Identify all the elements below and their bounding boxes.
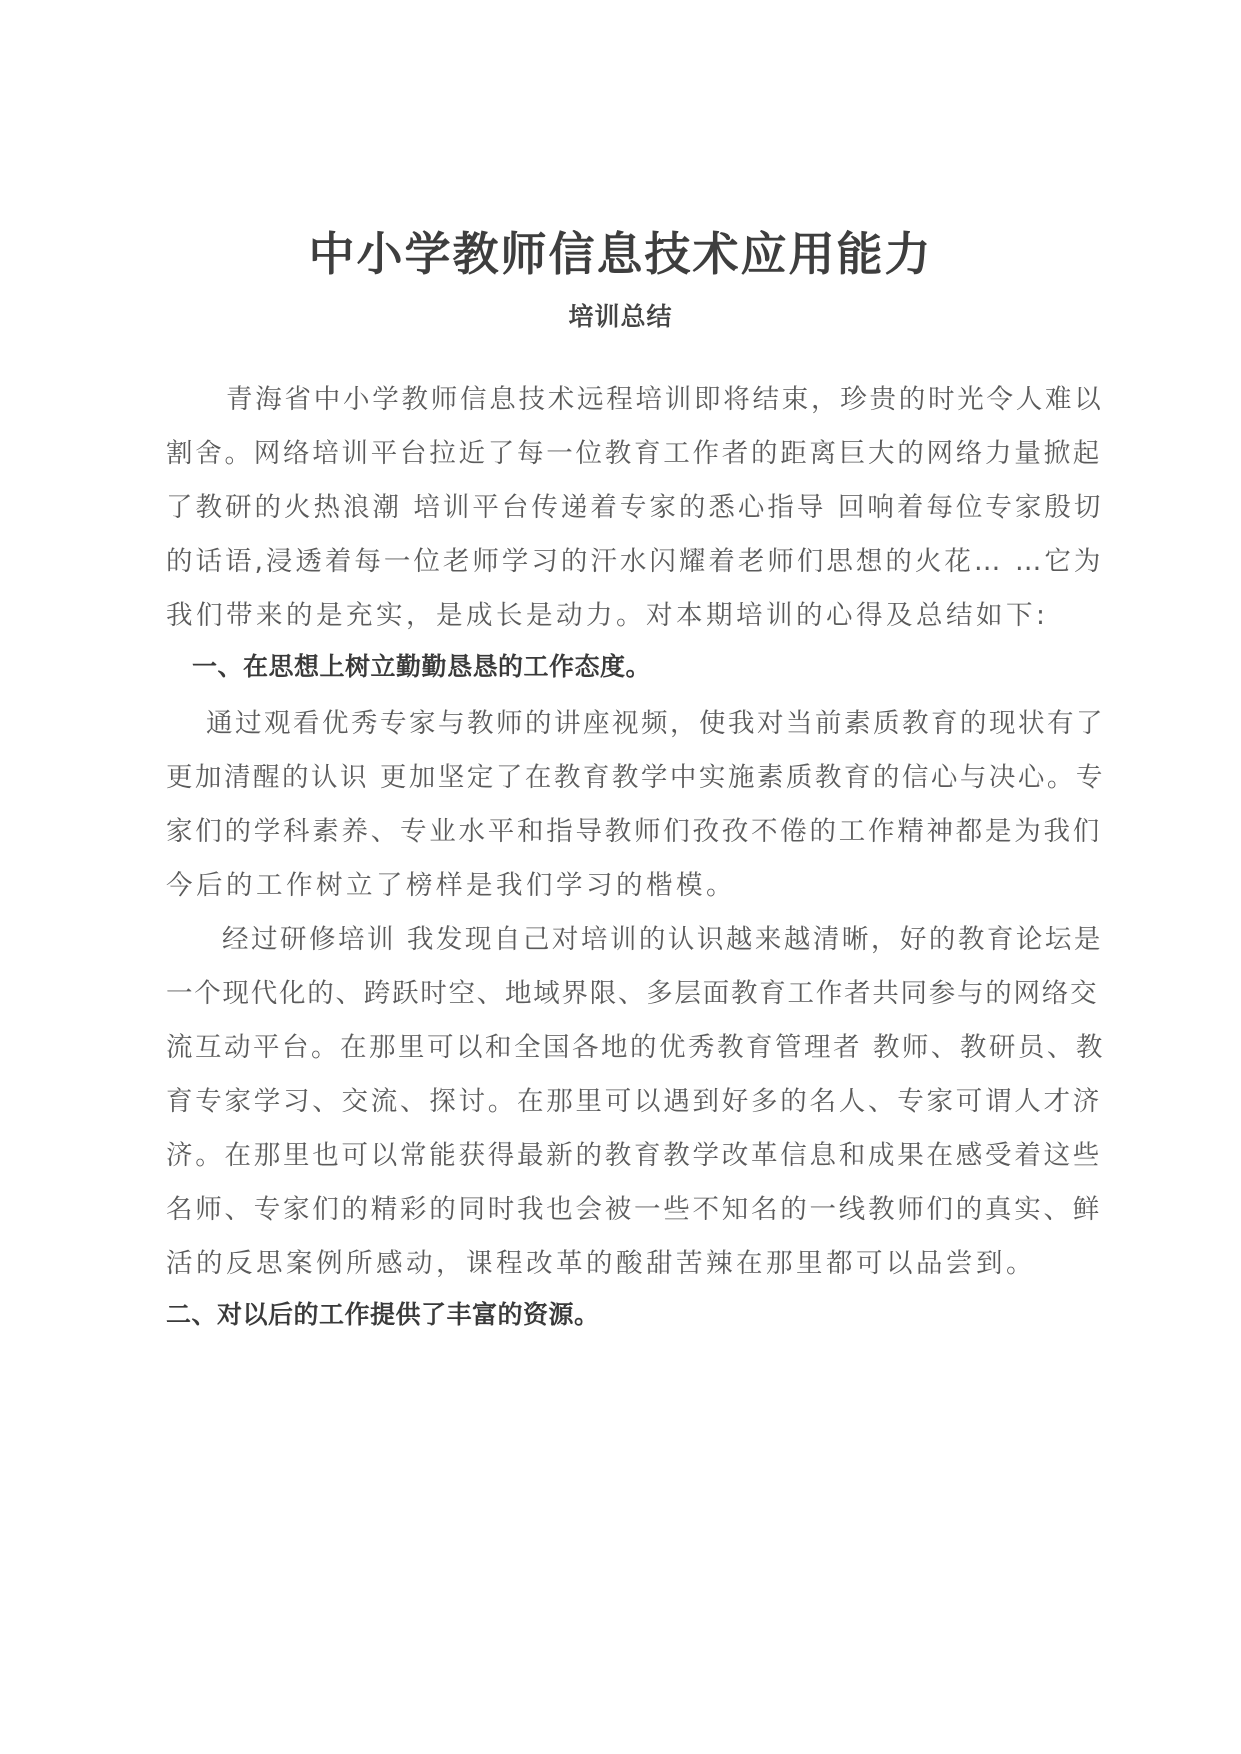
paragraph-line: 了教研的火热浪潮 培训平台传递着专家的悉心指导 回响着每位专家殷切 [166,492,1104,523]
section-heading: 二、对以后的工作提供了丰富的资源。 [166,1300,600,1329]
document-subtitle: 培训总结 [568,302,673,331]
paragraph-line: 通过观看优秀专家与教师的讲座视频，使我对当前素质教育的现状有了 [206,708,1105,739]
paragraph-line: 活的反思案例所感动，课程改革的酸甜苦辣在那里都可以品尝到。 [166,1248,1036,1279]
paragraph-line: 更加清醒的认识 更加坚定了在教育教学中实施素质教育的信心与决心。专 [166,762,1105,793]
paragraph-line: 济。在那里也可以常能获得最新的教育教学改革信息和成果在感受着这些 [166,1140,1102,1171]
paragraph-line: 割舍。网络培训平台拉近了每一位教育工作者的距离巨大的网络力量掀起 [166,438,1102,469]
paragraph-line: 经过研修培训 我发现自己对培训的认识越来越清晰，好的教育论坛是 [222,924,1103,955]
paragraph-line: 家们的学科素养、专业水平和指导教师们孜孜不倦的工作精神都是为我们 [166,816,1102,847]
paragraph-line: 今后的工作树立了榜样是我们学习的楷模。 [166,870,736,901]
paragraph-line: 我们带来的是充实，是成长是动力。对本期培训的心得及总结如下: [166,600,1049,631]
paragraph-line: 一个现代化的、跨跃时空、地域界限、多层面教育工作者共同参与的网络交 [166,978,1099,1009]
paragraph-line: 流互动平台。在那里可以和全国各地的优秀教育管理者 教师、教研员、教 [166,1032,1105,1063]
paragraph-line: 名师、专家们的精彩的同时我也会被一些不知名的一线教师们的真实、鲜 [166,1194,1102,1225]
paragraph-line: 的话语,浸透着每一位老师学习的汗水闪耀着老师们思想的火花… …它为 [166,546,1104,577]
document-title: 中小学教师信息技术应用能力 [308,227,933,281]
paragraph-line: 青海省中小学教师信息技术远程培训即将结束，珍贵的时光令人难以 [226,384,1104,415]
paragraph-line: 育专家学习、交流、探讨。在那里可以遇到好多的名人、专家可谓人才济 [166,1086,1102,1117]
section-heading: 一、在思想上树立勤勤恳恳的工作态度。 [192,652,652,681]
